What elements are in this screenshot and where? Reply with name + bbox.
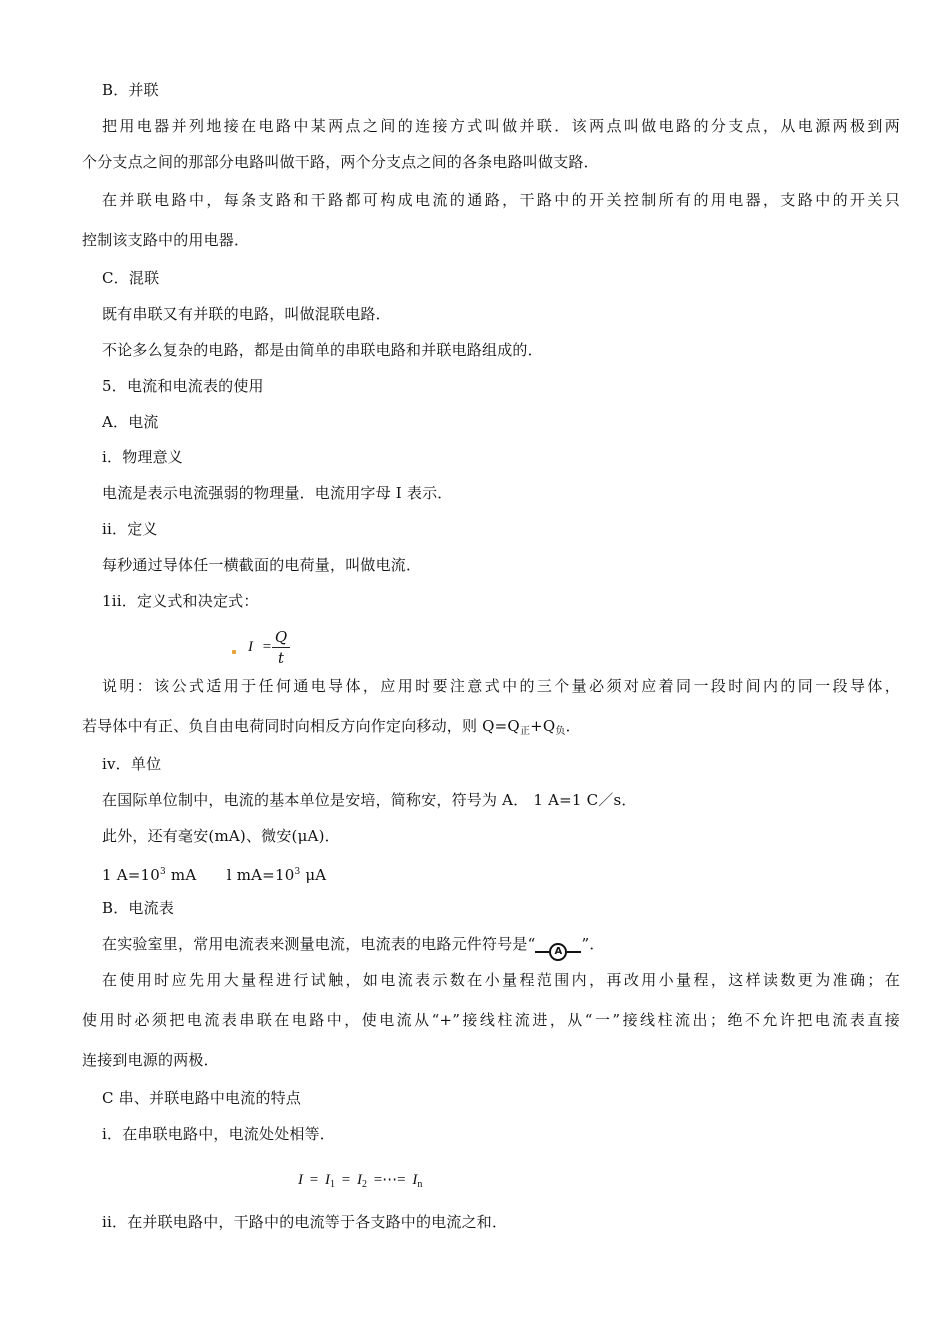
ammeter-symbol-icon: A — [535, 943, 581, 961]
paragraph-line: 每秒通过导体任一横截面的电荷量，叫做电流． — [102, 556, 422, 574]
paragraph-line: 使用时必须把电流表串联在电路中，使电流从“+”接线柱流进，从“一”接线柱流出；绝不允许把电流表直接 — [82, 1011, 900, 1029]
heading-iii-formula: 1ii．定义式和决定式： — [102, 592, 259, 610]
paragraph-line: 说明：该公式适用于任何通电导体，应用时要注意式中的三个量必须对应着同一段时间内的同一段导体， — [102, 677, 900, 695]
formula-series-current: $I = I_1 = I_2$ =⋯= $I_n$ — [298, 1172, 423, 1190]
paragraph-line: 不论多么复杂的电路，都是由简单的串联电路和并联电路组成的． — [102, 341, 543, 359]
heading-iv-unit: iv．单位 — [102, 755, 162, 773]
formula-equals: = — [262, 639, 272, 655]
paragraph-line: 在使用时应先用大量程进行试触，如电流表示数在小量程范围内，再改用小量程，这样读数更为准确；在 — [102, 971, 900, 989]
paragraph-line: 在并联电路中，每条支路和干路都可构成电流的通路，干路中的开关控制所有的用电器，支路中的开关只 — [102, 191, 900, 209]
fraction-bar — [272, 647, 290, 648]
paragraph-line: 把用电器并列地接在电路中某两点之间的连接方式叫做并联．该两点叫做电路的分支点，从电源两极到两 — [102, 117, 900, 135]
paragraph-line: 既有串联又有并联的电路，叫做混联电路． — [102, 305, 391, 323]
paragraph-line: 个分支点之间的那部分电路叫做干路，两个分支点之间的各条电路叫做支路． — [82, 153, 599, 171]
formula-current-definition — [248, 639, 271, 656]
paragraph-line: 若导体中有正、负自由电荷同时向相反方向作定向移动，则 $Q=Q_正+Q_负$． — [82, 717, 581, 737]
paragraph-line: 此外，还有毫安(mA)、微安(μA)． — [102, 827, 340, 845]
paragraph-line: 控制该支路中的用电器． — [82, 231, 250, 249]
paragraph-line: 电流是表示电流强弱的物理量．电流用字母 I 表示． — [102, 484, 453, 502]
marker-dot — [232, 650, 236, 654]
paragraph-line: 在实验室里，常用电流表来测量电流，电流表的电路元件符号是“ A ”． — [102, 934, 605, 961]
formula-fraction — [272, 629, 290, 666]
formula-lhs: I — [248, 639, 253, 655]
formula-numerator: Q — [274, 628, 288, 646]
subscript-positive: 正 — [519, 726, 531, 737]
section-heading-5: 5．电流和电流表的使用 — [102, 377, 264, 395]
paragraph-line: 在国际单位制中，电流的基本单位是安培，简称安，符号为 A． 1 A=1 C／s． — [102, 791, 637, 809]
paragraph-line: 连接到电源的两极． — [82, 1051, 219, 1069]
paragraph-line: i．在串联电路中，电流处处相等． — [102, 1125, 335, 1143]
heading-c-mixed: C．混联 — [102, 269, 160, 287]
heading-i-meaning: i．物理意义 — [102, 448, 183, 466]
heading-a-current: A．电流 — [102, 413, 159, 431]
heading-b-ammeter: B．电流表 — [102, 899, 175, 917]
formula-denominator: t — [277, 649, 285, 667]
heading-c-features: C 串、并联电路中电流的特点 — [102, 1089, 302, 1107]
heading-b-parallel: B．并联 — [102, 81, 159, 99]
subscript-negative: 负 — [555, 726, 566, 737]
heading-ii-definition: ii．定义 — [102, 520, 158, 538]
unit-conversion-line: 1 $A=10^3$ mA l $mA=10^3$ μA — [102, 866, 327, 884]
paragraph-line: ii．在并联电路中，干路中的电流等于各支路中的电流之和． — [102, 1213, 508, 1231]
